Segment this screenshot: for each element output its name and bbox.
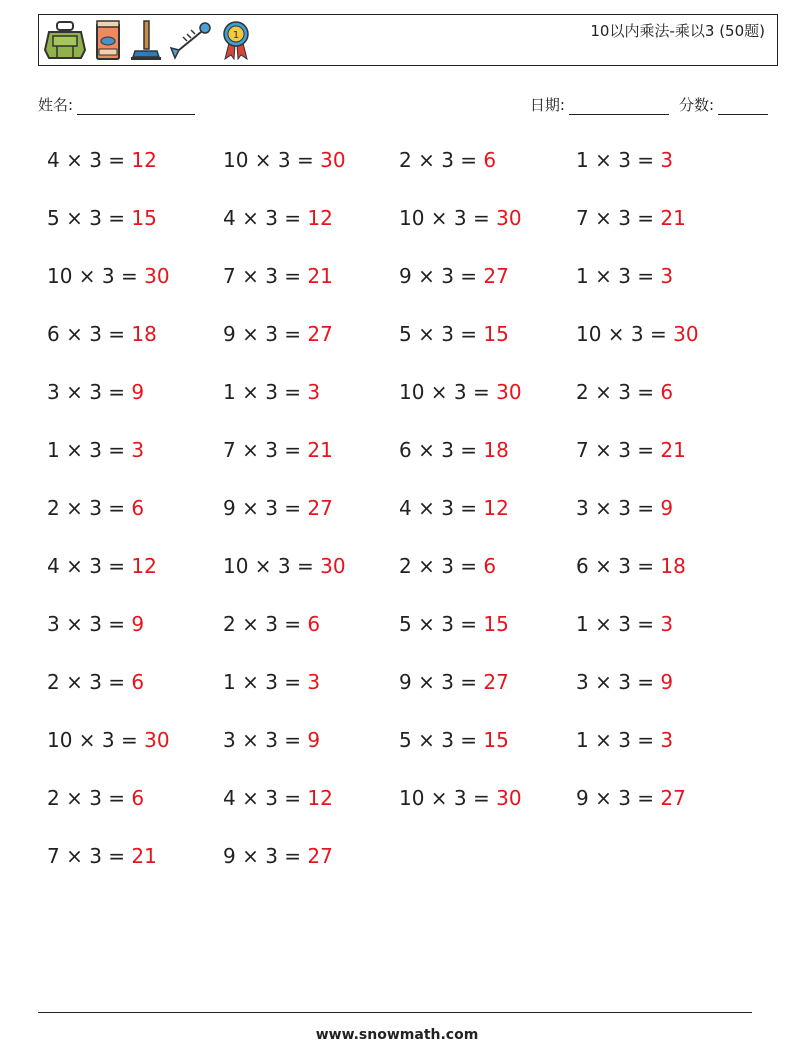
- problem-answer: 21: [660, 438, 686, 462]
- date-score-fields: [530, 94, 768, 115]
- problem-item: [223, 148, 346, 172]
- name-label: 姓名:: [38, 96, 74, 114]
- name-blank[interactable]: [77, 98, 195, 115]
- problem-question: 7 × 3 =: [223, 438, 308, 462]
- problem-answer: 27: [307, 496, 333, 520]
- problem-answer: 6: [307, 612, 321, 636]
- problem-question: 9 × 3 =: [223, 496, 308, 520]
- score-field: [679, 94, 768, 115]
- problem-answer: 27: [307, 844, 333, 868]
- problem-answer: 6: [660, 380, 674, 404]
- problem-answer: 3: [660, 148, 674, 172]
- problem-item: [223, 612, 320, 636]
- problem-question: 10 × 3 =: [399, 206, 497, 230]
- problem-answer: 21: [307, 264, 333, 288]
- problem-answer: 21: [660, 206, 686, 230]
- problem-item: [576, 148, 673, 172]
- problem-item: [47, 206, 157, 230]
- problem-question: 10 × 3 =: [47, 728, 145, 752]
- problem-answer: 27: [483, 670, 509, 694]
- problem-question: 7 × 3 =: [223, 264, 308, 288]
- backpack-icon: [43, 20, 87, 60]
- problem-item: [223, 322, 333, 346]
- problem-item: [47, 438, 144, 462]
- problem-answer: 9: [660, 670, 674, 694]
- problem-question: 1 × 3 =: [223, 380, 308, 404]
- problem-answer: 6: [131, 670, 145, 694]
- problem-answer: 3: [307, 670, 321, 694]
- problem-item: [223, 670, 320, 694]
- problem-answer: 30: [144, 728, 170, 752]
- footer-divider: [38, 1012, 752, 1013]
- date-blank[interactable]: [569, 98, 669, 115]
- fish-food-icon: [93, 19, 123, 61]
- problem-item: [47, 612, 144, 636]
- problem-answer: 9: [131, 380, 145, 404]
- problem-item: [576, 670, 673, 694]
- problem-answer: 12: [131, 554, 157, 578]
- problem-question: 3 × 3 =: [576, 496, 661, 520]
- problem-item: [47, 148, 157, 172]
- problem-item: [576, 380, 673, 404]
- problem-answer: 12: [307, 206, 333, 230]
- problem-item: [47, 786, 144, 810]
- date-field: [530, 94, 669, 115]
- problem-question: 9 × 3 =: [399, 264, 484, 288]
- fish-skeleton-icon: [169, 20, 213, 60]
- problem-answer: 27: [660, 786, 686, 810]
- problem-answer: 3: [307, 380, 321, 404]
- problem-question: 2 × 3 =: [47, 670, 132, 694]
- problem-question: 4 × 3 =: [47, 554, 132, 578]
- problem-answer: 12: [483, 496, 509, 520]
- problem-item: [576, 612, 673, 636]
- problem-item: [223, 728, 320, 752]
- worksheet-header: [38, 14, 778, 66]
- problem-question: 10 × 3 =: [223, 554, 321, 578]
- problem-item: [399, 322, 509, 346]
- problem-question: 9 × 3 =: [223, 322, 308, 346]
- header-icons: [43, 19, 253, 61]
- problem-question: 6 × 3 =: [576, 554, 661, 578]
- problem-item: [223, 438, 333, 462]
- problem-item: [47, 496, 144, 520]
- problem-item: [576, 554, 686, 578]
- problem-answer: 30: [320, 554, 346, 578]
- problem-answer: 30: [320, 148, 346, 172]
- problem-item: [223, 264, 333, 288]
- problem-question: 6 × 3 =: [47, 322, 132, 346]
- problem-question: 2 × 3 =: [399, 554, 484, 578]
- problem-question: 2 × 3 =: [47, 786, 132, 810]
- problem-item: [223, 206, 333, 230]
- problem-item: [47, 728, 170, 752]
- problem-answer: 3: [660, 264, 674, 288]
- problem-item: [399, 148, 496, 172]
- problem-item: [576, 496, 673, 520]
- problem-item: [399, 438, 509, 462]
- svg-text:1: 1: [232, 30, 240, 41]
- problem-question: 7 × 3 =: [576, 438, 661, 462]
- problem-item: [47, 554, 157, 578]
- problem-item: [576, 786, 686, 810]
- problem-question: 9 × 3 =: [399, 670, 484, 694]
- problem-answer: 15: [131, 206, 157, 230]
- problem-question: 1 × 3 =: [576, 728, 661, 752]
- problem-answer: 6: [483, 554, 497, 578]
- problem-question: 5 × 3 =: [399, 322, 484, 346]
- problem-answer: 30: [496, 786, 522, 810]
- problem-answer: 15: [483, 322, 509, 346]
- problem-question: 4 × 3 =: [399, 496, 484, 520]
- problem-answer: 30: [496, 380, 522, 404]
- problem-answer: 6: [131, 786, 145, 810]
- problem-answer: 30: [144, 264, 170, 288]
- problem-answer: 3: [131, 438, 145, 462]
- problem-item: [223, 786, 333, 810]
- problem-answer: 15: [483, 728, 509, 752]
- problem-question: 2 × 3 =: [223, 612, 308, 636]
- problem-item: [47, 380, 144, 404]
- problem-question: 2 × 3 =: [576, 380, 661, 404]
- date-label: 日期:: [529, 96, 565, 114]
- problem-question: 1 × 3 =: [47, 438, 132, 462]
- medal-icon: [219, 19, 253, 61]
- problem-question: 7 × 3 =: [576, 206, 661, 230]
- problem-question: 1 × 3 =: [223, 670, 308, 694]
- problem-question: 2 × 3 =: [47, 496, 132, 520]
- problem-question: 10 × 3 =: [576, 322, 674, 346]
- problem-item: [399, 612, 509, 636]
- problem-answer: 9: [660, 496, 674, 520]
- problem-question: 10 × 3 =: [399, 786, 497, 810]
- problem-question: 10 × 3 =: [47, 264, 145, 288]
- problem-answer: 3: [660, 728, 674, 752]
- problem-item: [47, 670, 144, 694]
- problem-answer: 9: [131, 612, 145, 636]
- problem-item: [223, 554, 346, 578]
- problem-answer: 30: [496, 206, 522, 230]
- problem-question: 3 × 3 =: [223, 728, 308, 752]
- problem-question: 5 × 3 =: [399, 728, 484, 752]
- problem-question: 4 × 3 =: [223, 786, 308, 810]
- problem-answer: 6: [483, 148, 497, 172]
- problem-item: [399, 380, 522, 404]
- problem-item: [47, 322, 157, 346]
- problem-answer: 15: [483, 612, 509, 636]
- name-field: [38, 94, 195, 115]
- footer-url: www.snowmath.com: [315, 1027, 479, 1043]
- problem-item: [223, 380, 320, 404]
- problem-answer: 9: [307, 728, 321, 752]
- problem-answer: 18: [483, 438, 509, 462]
- problem-answer: 30: [673, 322, 699, 346]
- problem-item: [47, 264, 170, 288]
- problem-question: 10 × 3 =: [223, 148, 321, 172]
- problem-answer: 27: [307, 322, 333, 346]
- problem-question: 3 × 3 =: [47, 380, 132, 404]
- problem-answer: 18: [131, 322, 157, 346]
- problem-question: 9 × 3 =: [223, 844, 308, 868]
- problem-question: 6 × 3 =: [399, 438, 484, 462]
- problem-question: 1 × 3 =: [576, 612, 661, 636]
- problem-item: [576, 322, 699, 346]
- problem-item: [576, 728, 673, 752]
- problem-item: [47, 844, 157, 868]
- problem-question: 1 × 3 =: [576, 148, 661, 172]
- problem-item: [399, 728, 509, 752]
- problem-item: [399, 786, 522, 810]
- problem-answer: 21: [307, 438, 333, 462]
- problem-item: [399, 554, 496, 578]
- problem-question: 7 × 3 =: [47, 844, 132, 868]
- problem-question: 3 × 3 =: [576, 670, 661, 694]
- problem-answer: 18: [660, 554, 686, 578]
- problem-question: 5 × 3 =: [399, 612, 484, 636]
- problem-question: 2 × 3 =: [399, 148, 484, 172]
- problem-item: [576, 206, 686, 230]
- problem-question: 5 × 3 =: [47, 206, 132, 230]
- worksheet-title: 10以内乘法-乘以3 (50题): [590, 22, 765, 40]
- problem-answer: 27: [483, 264, 509, 288]
- score-label: 分数:: [678, 96, 714, 114]
- problem-item: [399, 264, 509, 288]
- problem-question: 9 × 3 =: [576, 786, 661, 810]
- plunger-icon: [129, 19, 163, 61]
- problem-item: [223, 844, 333, 868]
- problem-question: 3 × 3 =: [47, 612, 132, 636]
- problem-question: 1 × 3 =: [576, 264, 661, 288]
- problem-item: [576, 438, 686, 462]
- problem-question: 10 × 3 =: [399, 380, 497, 404]
- problem-answer: 12: [131, 148, 157, 172]
- score-blank[interactable]: [718, 98, 768, 115]
- problem-item: [576, 264, 673, 288]
- problem-question: 4 × 3 =: [47, 148, 132, 172]
- problem-question: 4 × 3 =: [223, 206, 308, 230]
- problem-answer: 3: [660, 612, 674, 636]
- problem-answer: 12: [307, 786, 333, 810]
- problem-grid: [38, 140, 758, 880]
- problem-answer: 21: [131, 844, 157, 868]
- problem-item: [399, 206, 522, 230]
- problem-item: [223, 496, 333, 520]
- problem-item: [399, 670, 509, 694]
- problem-answer: 6: [131, 496, 145, 520]
- problem-item: [399, 496, 509, 520]
